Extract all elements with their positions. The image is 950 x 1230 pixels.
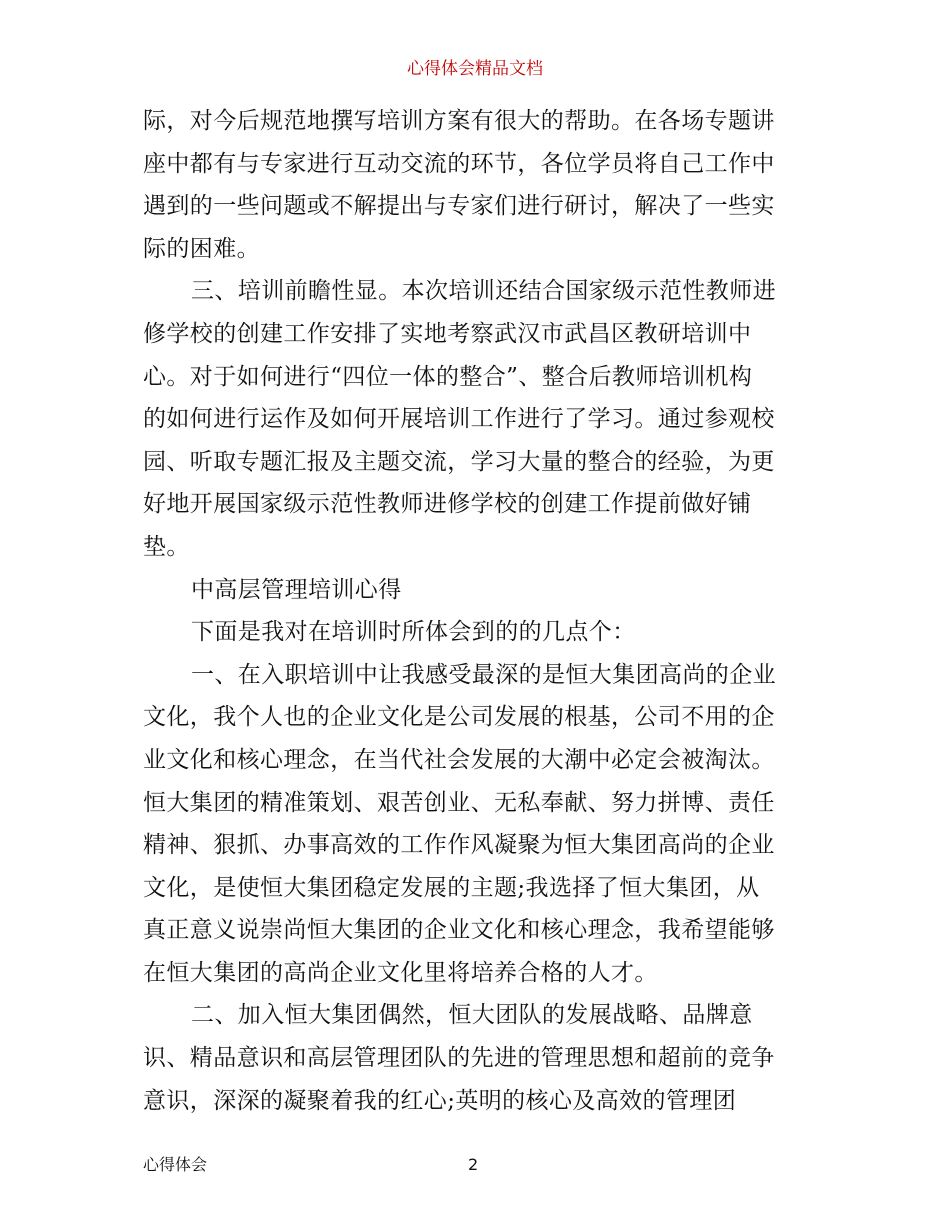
text-line: 座中都有与专家进行互动交流的环节，各位学员将自己工作中 <box>143 150 775 177</box>
page-header-title: 心得体会精品文档 <box>407 59 543 79</box>
text-line: 业文化和核心理念，在当代社会发展的大潮中必定会被淘汰。 <box>143 746 775 773</box>
footer-label: 心得体会 <box>143 1155 208 1174</box>
text-line: 识、精品意识和高层管理团队的先进的管理思想和超前的竞争 <box>143 1045 775 1072</box>
text-line: 文化，我个人也的企业文化是公司发展的根基，公司不用的企 <box>143 704 775 731</box>
text-line: 文化，是使恒大集团稳定发展的主题;我选择了恒大集团，从 <box>143 874 760 901</box>
text-line: 垫。 <box>143 533 190 560</box>
text-line: 际，对今后规范地撰写培训方案有很大的帮助。在各场专题讲 <box>143 108 775 134</box>
text-line: 一、在入职培训中让我感受最深的是恒大集团高尚的企业 <box>191 661 776 688</box>
text-line: 遇到的一些问题或不解提出与专家们进行研讨，解决了一些实 <box>143 193 775 220</box>
text-line: 修学校的创建工作安排了实地考察武汉市武昌区教研培训中 <box>143 320 752 347</box>
page-number: 2 <box>468 1155 479 1174</box>
section-heading: 中高层管理培训心得 <box>191 576 402 603</box>
text-line: 下面是我对在培训时所体会到的的几点个： <box>191 619 636 646</box>
text-line: 在恒大集团的高尚企业文化里将培养合格的人才。 <box>143 959 658 986</box>
text-line: 二、加入恒大集团偶然，恒大团队的发展战略、品牌意 <box>191 1002 753 1029</box>
text-line: 好地开展国家级示范性教师进修学校的创建工作提前做好铺 <box>143 491 752 518</box>
text-line: 际的困难。 <box>143 235 260 262</box>
document-body <box>143 100 815 1122</box>
text-line: 心。对于如何进行“四位一体的整合”、整合后教师培训机构 <box>143 363 753 390</box>
text-line: 的如何进行运作及如何开展培训工作进行了学习。通过参观校 <box>143 406 775 433</box>
text-line: 意识，深深的凝聚着我的红心;英明的核心及高效的管理团 <box>143 1087 737 1114</box>
text-line: 真正意义说崇尚恒大集团的企业文化和核心理念，我希望能够 <box>143 917 775 944</box>
text-line: 园、听取专题汇报及主题交流，学习大量的整合的经验，为更 <box>143 448 775 475</box>
text-line: 三、培训前瞻性显。本次培训还结合国家级示范性教师进 <box>191 278 776 305</box>
text-line: 恒大集团的精准策划、艰苦创业、无私奉献、努力拼博、责任 <box>143 789 775 816</box>
text-line: 精神、狠抓、办事高效的工作作风凝聚为恒大集团高尚的企业 <box>143 832 775 859</box>
